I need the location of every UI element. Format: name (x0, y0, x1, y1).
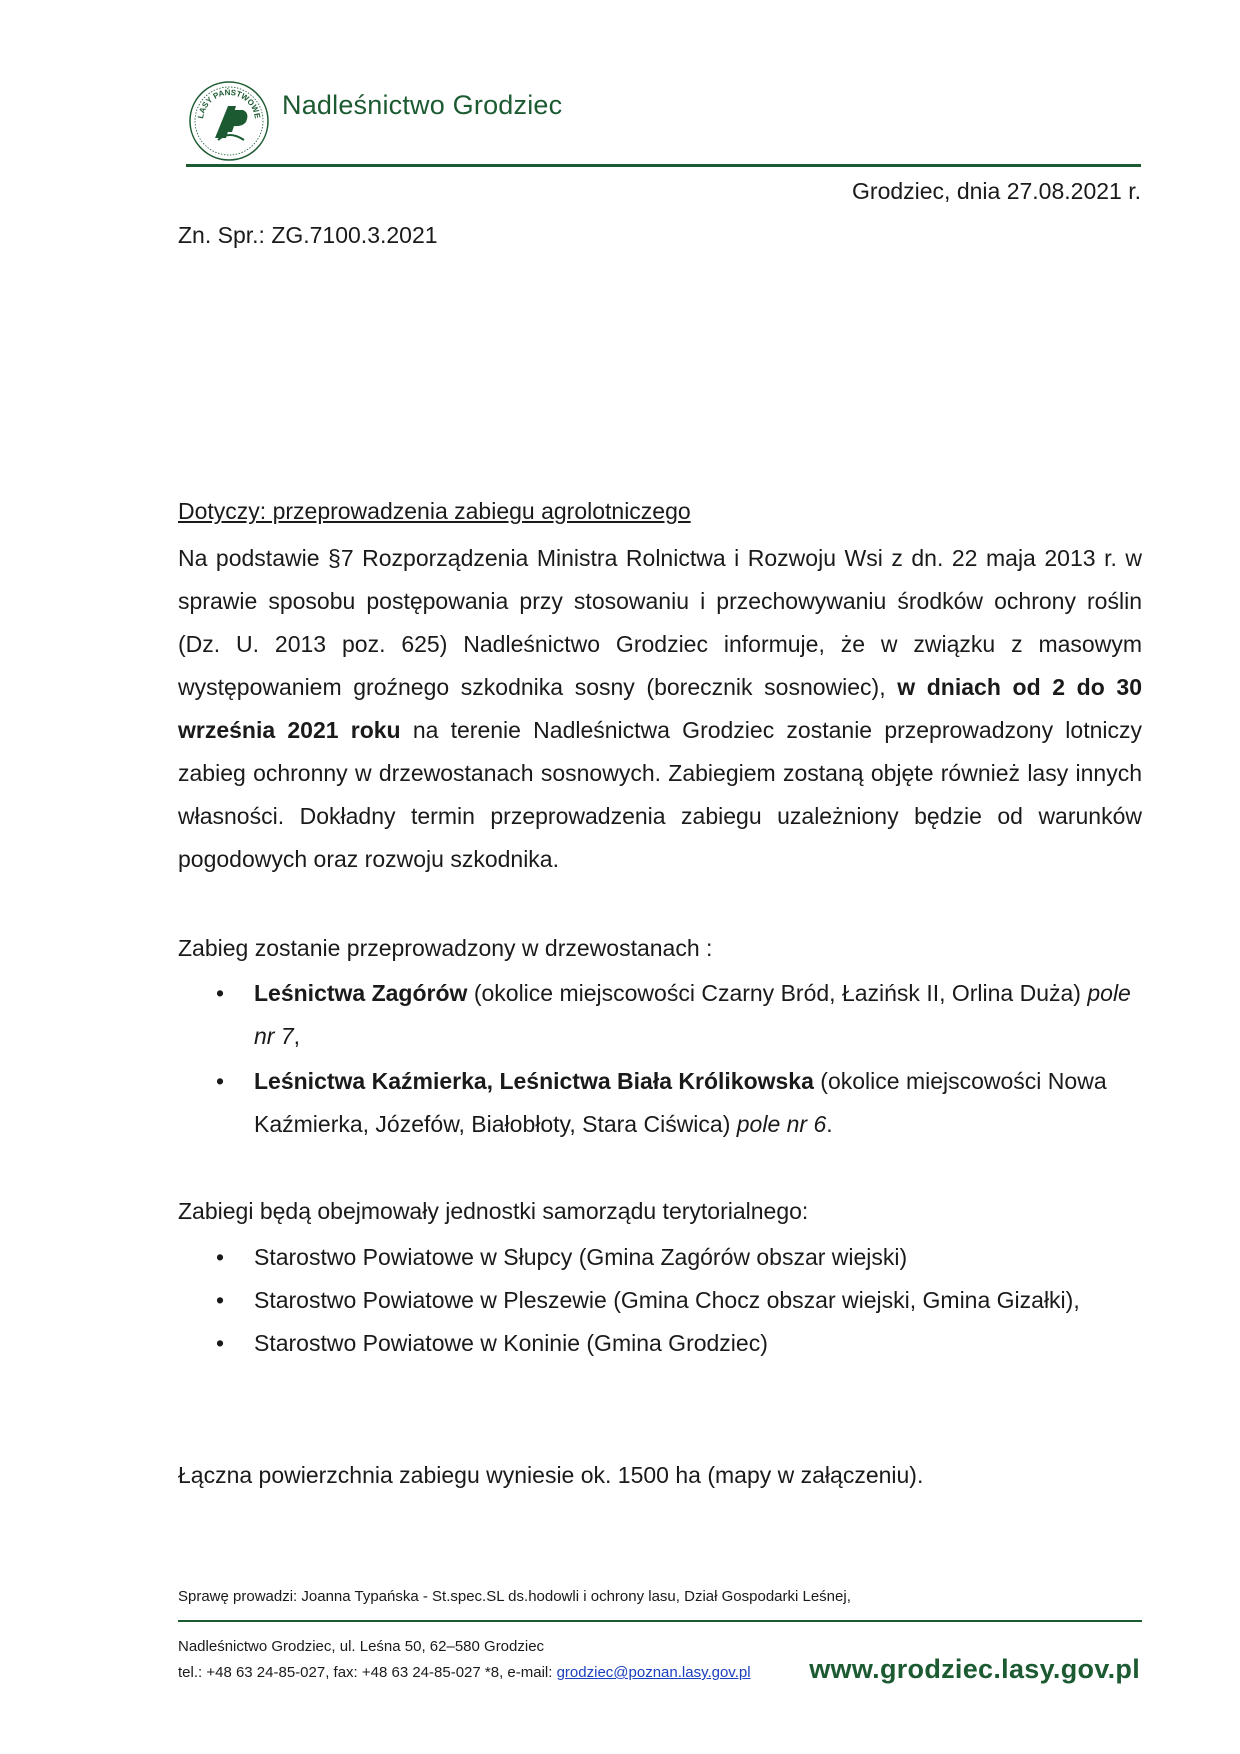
website-link[interactable]: www.grodziec.lasy.gov.pl (809, 1654, 1140, 1684)
stands-list (178, 972, 1142, 1148)
stands-heading: Zabieg zostanie przeprowadzony w drzewostanach : (178, 935, 713, 961)
email-link[interactable]: grodziec@poznan.lasy.gov.pl (556, 1664, 751, 1681)
units-heading: Zabiegi będą obejmowały jednostki samorządu terytorialnego: (178, 1198, 809, 1224)
footer-contact: tel.: +48 63 24-85-027, fax: +48 63 24-85-027 *8, e-mail: grodziec@poznan.lasy.gov.pl (178, 1664, 751, 1681)
footer-divider (178, 1620, 1142, 1622)
treatment-dates: w dniach od 2 do 30 września 2021 roku (178, 674, 1142, 743)
letter-date: Grodziec, dnia 27.08.2021 r. (852, 178, 1141, 204)
subject-line: Dotyczy: przeprowadzenia zabiegu agrolotniczego (178, 498, 691, 524)
list-item: • Starostwo Powiatowe w Pleszewie (Gmina Chocz obszar wiejski, Gmina Gizałki), (178, 1279, 1142, 1322)
list-item: • Leśnictwa Zagórów (okolice miejscowości Czarny Bród, Łazińsk II, Orlina Duża) pole nr 7, (178, 972, 1142, 1058)
lasy-panstwowe-logo (188, 80, 270, 162)
units-list (178, 1236, 1142, 1365)
list-item: • Starostwo Powiatowe w Koninie (Gmina Grodziec) (178, 1322, 1142, 1365)
footer-address: Nadleśnictwo Grodziec, ul. Leśna 50, 62–580 Grodziec (178, 1638, 545, 1655)
main-paragraph: Na podstawie §7 Rozporządzenia Ministra Rolnictwa i Rozwoju Wsi z dn. 22 maja 2013 r. w sprawie sposobu postępowania przy stosowaniu i przechowywaniu środków ochrony roślin (Dz. U. 2013 poz. 625) Nadleśnictwo Grodziec informuje, że w związku z masowym występowaniem groźnego szkodnika sosny (borecznik sosnowiec), w dniach od 2 do 30 września 2021 roku na terenie Nadleśnictwa Grodziec zostanie przeprowadzony lotniczy zabieg ochronny w drzewostanach sosnowych. Zabiegiem zostaną objęte również lasy innych własności. Dokładny termin przeprowadzenia zabiegu uzależniony będzie od warunków pogodowych oraz rozwoju szkodnika. (178, 545, 1142, 872)
footer-handled-by: Sprawę prowadzi: Joanna Typańska - St.spec.SL ds.hodowli i ochrony lasu, Dział Gospodarki Leśnej, (178, 1588, 851, 1605)
list-item: • Leśnictwa Kaźmierka, Leśnictwa Biała Królikowska (okolice miejscowości Nowa Kaźmierka, Józefów, Białobłoty, Stara Ciświca) pole nr 6. (178, 1060, 1142, 1146)
org-name: Nadleśnictwo Grodziec (282, 90, 563, 120)
list-item: • Starostwo Powiatowe w Słupcy (Gmina Zagórów obszar wiejski) (178, 1236, 1142, 1279)
summary-line: Łączna powierzchnia zabiegu wyniesie ok. 1500 ha (mapy w załączeniu). (178, 1462, 924, 1488)
reference-number: Zn. Spr.: ZG.7100.3.2021 (178, 222, 438, 248)
header-divider (186, 164, 1141, 167)
svg-text:LASY PAŃSTWOWE: LASY PAŃSTWOWE (196, 87, 262, 120)
